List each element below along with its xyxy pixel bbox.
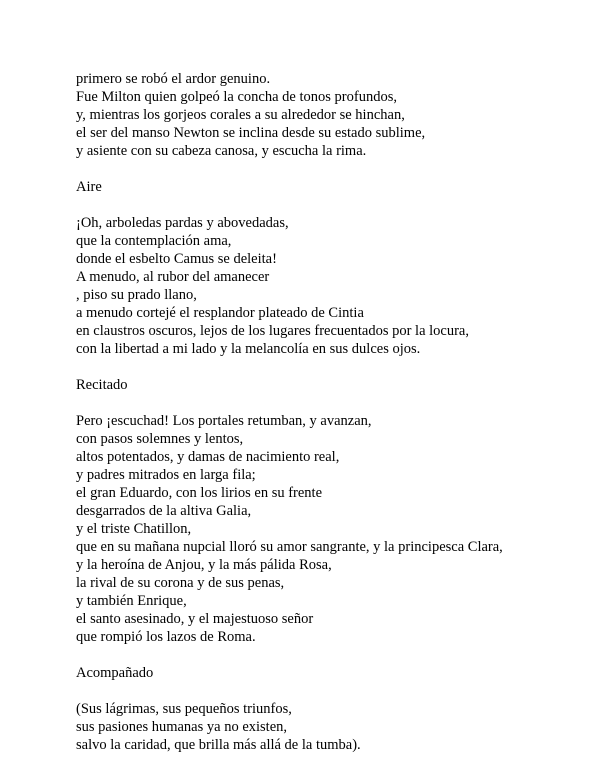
verse-line: y, mientras los gorjeos corales a su alrededor se hinchan, [76,107,405,123]
verse-line: el santo asesinado, y el majestuoso señor [76,611,314,627]
verse-line: y el triste Chatillon, [76,521,192,537]
section-heading-recitado: Recitado [76,377,128,393]
verse-line: el gran Eduardo, con los lirios en su frente [76,485,323,501]
stanza-2 [76,214,586,358]
verse-line: y padres mitrados en larga fila; [76,467,256,483]
verse-line: donde el esbelto Camus se deleita! [76,251,277,267]
stanza-1 [76,70,586,160]
verse-line: A menudo, al rubor del amanecer [76,269,270,285]
verse-line: Pero ¡escuchad! Los portales retumban, y avanzan, [76,413,372,429]
section-heading-acompanado: Acompañado [76,665,154,681]
verse-line: a menudo cortejé el resplandor plateado de Cintia [76,305,364,321]
verse-line: altos potentados, y damas de nacimiento real, [76,449,340,465]
verse-line: (Sus lágrimas, sus pequeños triunfos, [76,701,292,717]
verse-line: que rompió los lazos de Roma. [76,629,256,645]
verse-line: , piso su prado llano, [76,287,197,303]
verse-line: con pasos solemnes y lentos, [76,431,244,447]
verse-line: ¡Oh, arboledas pardas y abovedadas, [76,215,289,231]
verse-line: y también Enrique, [76,593,187,609]
verse-line: primero se robó el ardor genuino. [76,71,271,87]
verse-line: la rival de su corona y de sus penas, [76,575,285,591]
verse-line: desgarrados de la altiva Galia, [76,503,252,519]
verse-line: y la heroína de Anjou, y la más pálida Rosa, [76,557,332,573]
document-page [76,70,586,754]
verse-line: salvo la caridad, que brilla más allá de la tumba). [76,737,361,753]
verse-line: en claustros oscuros, lejos de los lugares frecuentados por la locura, [76,323,469,339]
verse-line: y asiente con su cabeza canosa, y escucha la rima. [76,143,367,159]
verse-line: el ser del manso Newton se inclina desde su estado sublime, [76,125,426,141]
verse-line: que en su mañana nupcial lloró su amor sangrante, y la principesca Clara, [76,539,503,555]
verse-line: con la libertad a mi lado y la melancolía en sus dulces ojos. [76,341,421,357]
verse-line: sus pasiones humanas ya no existen, [76,719,288,735]
verse-line: Fue Milton quien golpeó la concha de tonos profundos, [76,89,397,105]
verse-line: que la contemplación ama, [76,233,232,249]
stanza-3 [76,412,586,646]
section-heading-aire: Aire [76,179,102,195]
stanza-4 [76,700,586,754]
